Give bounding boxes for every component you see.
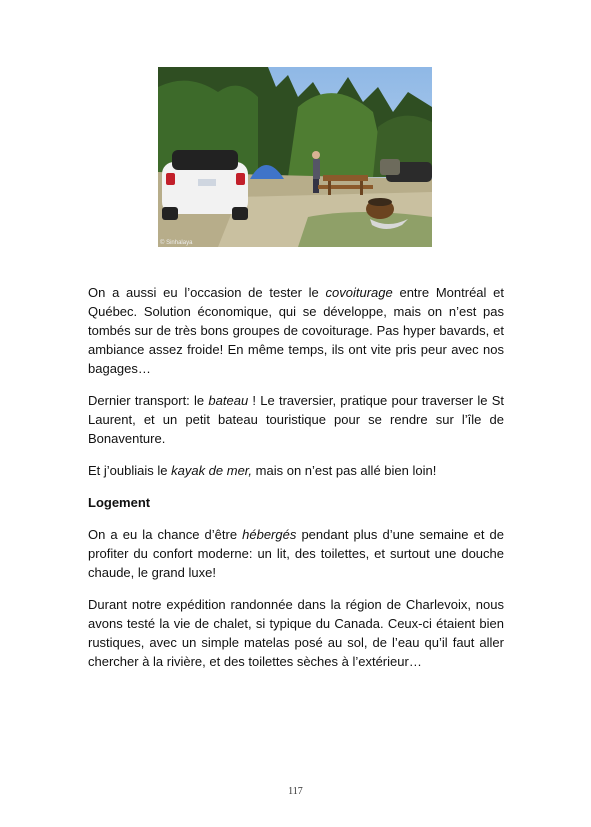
page-number: 117 [288, 786, 303, 797]
emphasis-bateau: bateau [208, 393, 249, 408]
paragraph-charlevoix: Durant notre expédition randonnée dans la région de Charlevoix, nous avons testé la vie de chalet, si typique du Canada. Ceux-ci étaient bien rustiques, avec un simple matelas posé au sol, de l’eau qu’il faut aller chercher à la rivière, et des toilettes sèches à l’extérieur… [88, 597, 504, 669]
body-text [88, 283, 504, 684]
paragraph-bateau: Dernier transport: le bateau ! Le traversier, pratique pour traverser le St Laurent, et un petit bateau touristique pour se rendre sur l’île de Bonaventure. [88, 393, 504, 446]
emphasis-heberges: hébergés [242, 527, 297, 542]
paragraph-kayak: Et j’oubliais le kayak de mer, mais on n’est pas allé bien loin! [88, 463, 437, 478]
section-heading-logement: Logement [88, 495, 151, 510]
campsite-illustration [158, 67, 432, 247]
emphasis-kayak: kayak de mer, [171, 463, 253, 478]
paragraph-heberges: On a eu la chance d’être hébergés pendant plus d’une semaine et de profiter du confort moderne: un lit, des toilettes, et surtout une douche chaude, le grand luxe! [88, 527, 504, 580]
emphasis-covoiturage: covoiturage [325, 285, 393, 300]
photo-credit: © Sinhalaya [160, 240, 193, 246]
campsite-photo [158, 67, 432, 247]
paragraph-covoiturage: On a aussi eu l’occasion de tester le covoiturage entre Montréal et Québec. Solution économique, qui se développe, mais on n’est pas tombés sur de très bons groupes de covoiturage. Pas hyper bavards, et ambiance assez froide! En même temps, ils ont vite pris peur avec nos bagages… [88, 285, 504, 376]
